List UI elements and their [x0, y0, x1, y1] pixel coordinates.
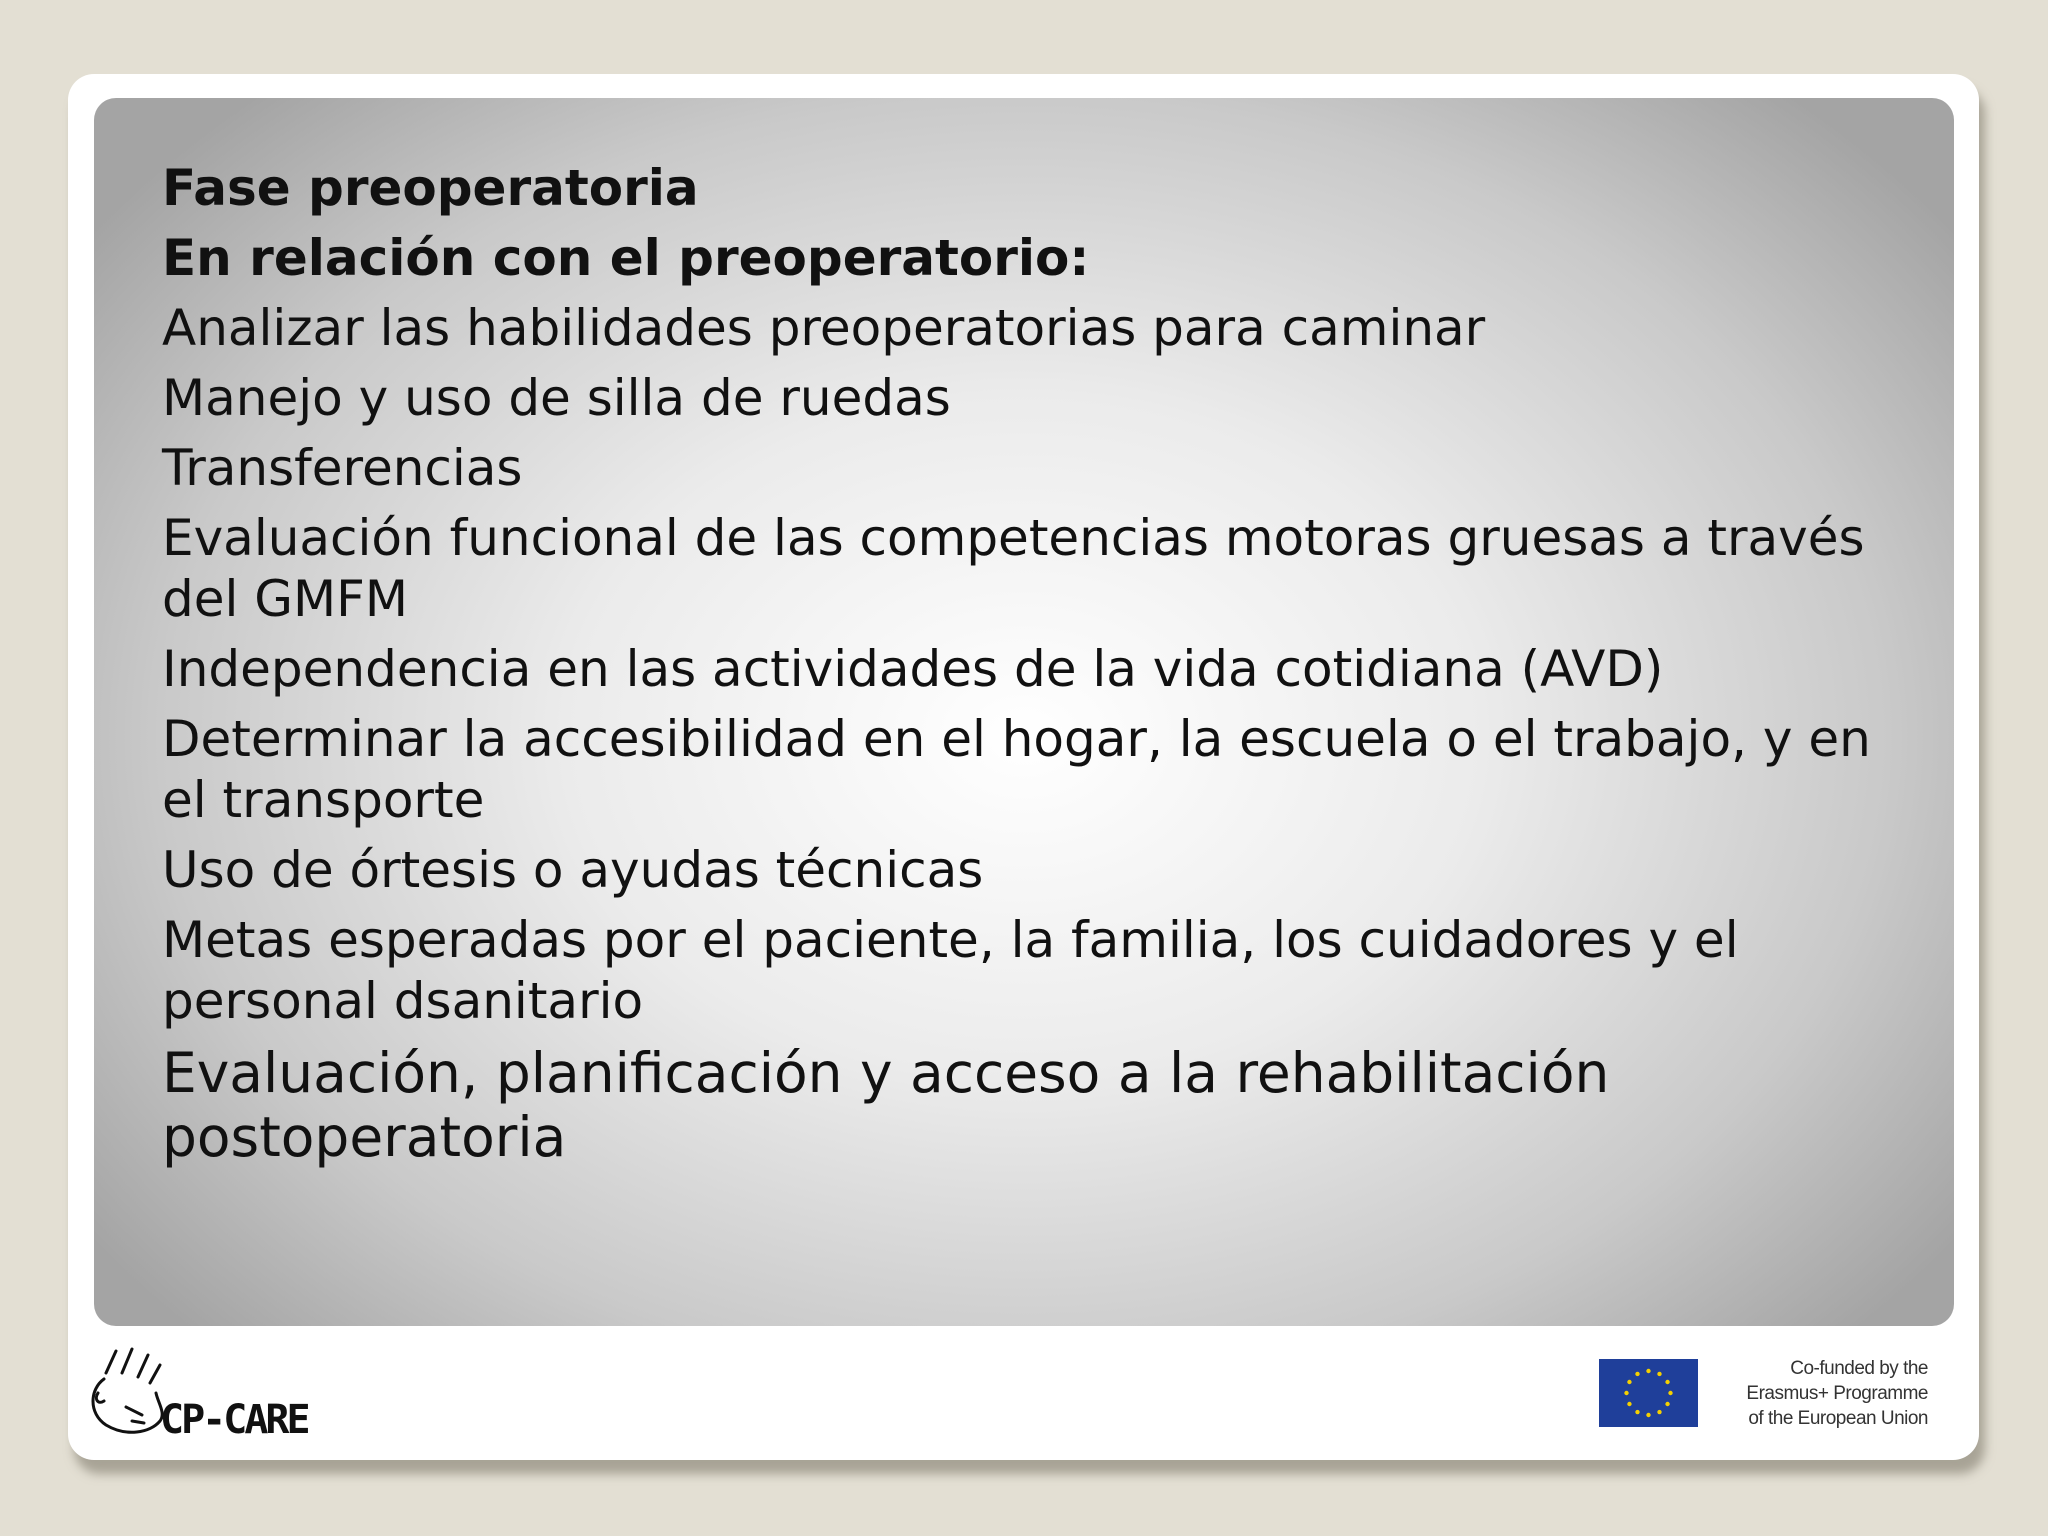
eu-star — [1657, 1372, 1661, 1376]
eu-line: Co-funded by the — [1790, 1358, 1928, 1379]
list-item: Analizar las habilidades preoperatorias para caminar — [162, 299, 1486, 357]
list-item: Uso de órtesis o ayudas técnicas — [162, 841, 984, 899]
eu-star — [1635, 1372, 1639, 1376]
eu-funding-text — [1700, 1356, 1928, 1431]
slide-content — [162, 158, 1922, 1178]
eu-star — [1624, 1391, 1628, 1395]
cp-care-logo — [86, 1343, 366, 1441]
eu-star — [1665, 1402, 1669, 1406]
eu-flag — [1599, 1359, 1698, 1427]
eu-star — [1627, 1402, 1631, 1406]
eu-star — [1635, 1410, 1639, 1414]
eu-line: Erasmus+ Programme — [1746, 1383, 1928, 1404]
eu-star — [1657, 1410, 1661, 1414]
list-item: Evaluación funcional de las competencias motoras gruesas a través del GMFM — [162, 509, 1865, 628]
eu-star — [1646, 1413, 1650, 1417]
eu-stars-icon — [1599, 1359, 1698, 1427]
eu-star — [1668, 1391, 1672, 1395]
eu-star — [1646, 1369, 1650, 1373]
list-item: Evaluación, planificación y acceso a la rehabilitación postoperatoria — [162, 1041, 1610, 1169]
list-item: Metas esperadas por el paciente, la familia, los cuidadores y el personal dsanitario — [162, 911, 1739, 1030]
eu-star — [1665, 1380, 1669, 1384]
svg-text:CP-CARE: CP-CARE — [160, 1397, 308, 1441]
list-item: Transferencias — [162, 439, 523, 497]
eu-line: of the European Union — [1748, 1408, 1928, 1429]
eu-star — [1627, 1380, 1631, 1384]
list-item: Independencia en las actividades de la vida cotidiana (AVD) — [162, 640, 1664, 698]
slide-heading: Fase preoperatoria — [162, 159, 699, 217]
list-item: Determinar la accesibilidad en el hogar, la escuela o el trabajo, y en el transporte — [162, 710, 1871, 829]
list-item: Manejo y uso de silla de ruedas — [162, 369, 951, 427]
slide-subheading: En relación con el preoperatorio: — [162, 229, 1090, 287]
